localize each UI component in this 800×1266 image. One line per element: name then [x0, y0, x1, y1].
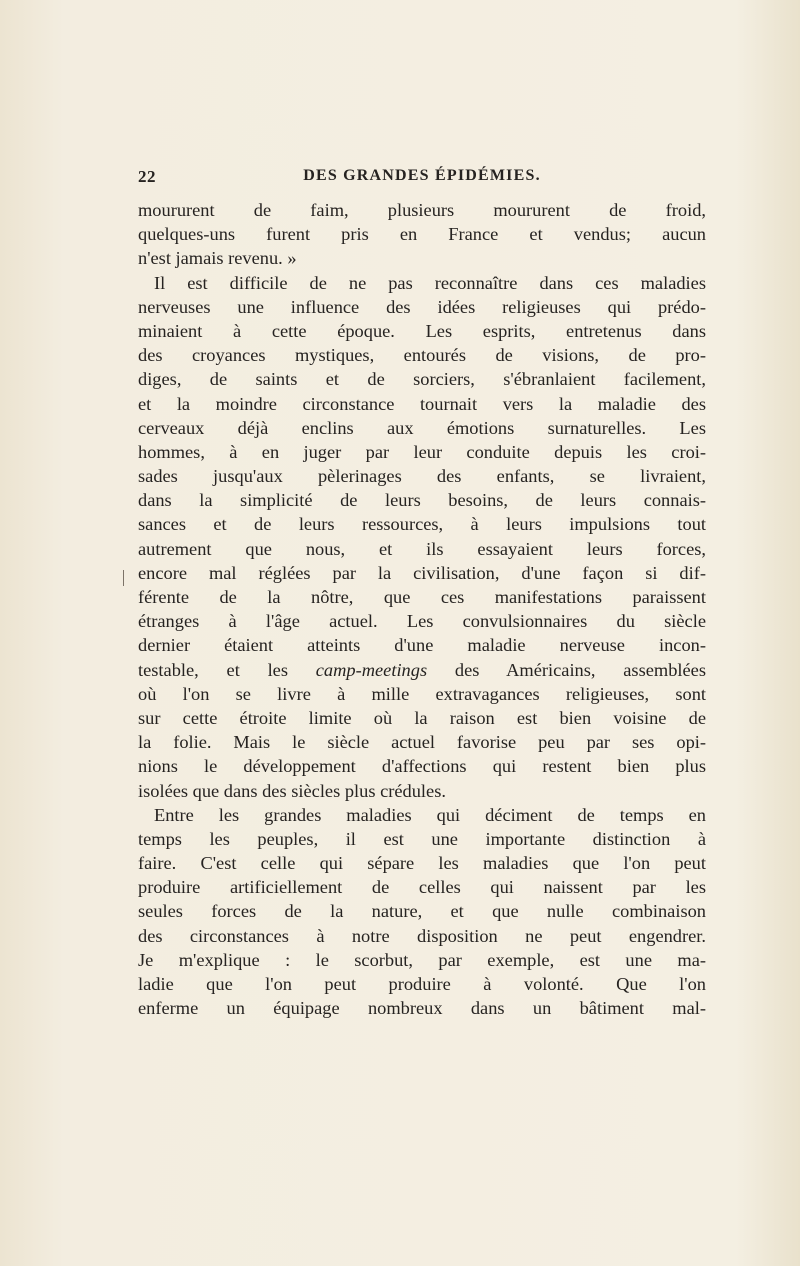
text-line: produire artificiellement de celles qui naissent par les: [138, 877, 706, 898]
page-number: 22: [138, 167, 156, 186]
text-line: dans la simplicité de leurs besoins, de leurs connais-: [138, 490, 706, 511]
text-line: autrement que nous, et ils essayaient leurs forces,: [138, 538, 706, 559]
text-line: moururent de faim, plusieurs moururent de froid,: [138, 200, 706, 220]
text-line: la folie. Mais le siècle actuel favorise peu par ses opi-: [138, 732, 706, 753]
text-line: Je m'explique : le scorbut, par exemple, est une ma-: [138, 949, 706, 970]
text-line: nerveuses une influence des idées religieuses qui prédo-: [138, 296, 706, 317]
text-line: nions le développement d'affections qui restent bien plus: [138, 756, 706, 777]
text-line: hommes, à en juger par leur conduite depuis les croi-: [138, 441, 706, 462]
italic-term: camp-meetings: [315, 659, 428, 680]
text-line: minaient à cette époque. Les esprits, entretenus dans: [138, 320, 706, 341]
text-line: quelques-uns furent pris en France et vendus; aucun: [138, 224, 706, 245]
text-line: où l'on se livre à mille extravagances religieuses, sont: [138, 683, 706, 704]
text-segment: testable, et les: [138, 659, 316, 680]
text-line-with-italic: [138, 658, 706, 682]
text-line: diges, de saints et de sorciers, s'ébranlaient facilement,: [138, 369, 706, 390]
text-line: n'est jamais revenu. »: [138, 248, 297, 269]
text-line: enferme un équipage nombreux dans un bâtiment mal-: [138, 998, 706, 1019]
text-segment: des Américains, assemblées: [427, 659, 706, 680]
text-line: faire. C'est celle qui sépare les maladies que l'on peut: [138, 853, 706, 874]
text-line: isolées que dans des siècles plus crédules.: [138, 780, 446, 801]
text-line: temps les peuples, il est une importante distinction à: [138, 828, 706, 849]
text-line: étranges à l'âge actuel. Les convulsionnaires du siècle: [138, 611, 706, 632]
text-line: encore mal réglées par la civilisation, d'une façon si dif-: [138, 562, 706, 583]
running-title: DES GRANDES ÉPIDÉMIES.: [303, 167, 541, 184]
text-line: des croyances mystiques, entourés de visions, de pro-: [138, 345, 706, 366]
page-header: [138, 167, 706, 191]
text-line: sur cette étroite limite où la raison est bien voisine de: [138, 707, 706, 728]
text-line: et la moindre circonstance tournait vers la maladie des: [138, 393, 706, 414]
text-line: des circonstances à notre disposition ne peut engendrer.: [138, 925, 706, 946]
body-text: [138, 198, 706, 1020]
paragraph-start-line: Entre les grandes maladies qui déciment de temps en: [154, 804, 706, 825]
text-line: seules forces de la nature, et que nulle combinaison: [138, 901, 706, 922]
text-line: sades jusqu'aux pèlerinages des enfants, se livraient,: [138, 466, 706, 487]
text-line: ladie que l'on peut produire à volonté. Que l'on: [138, 974, 706, 994]
margin-pencil-mark: [123, 570, 124, 586]
text-line: férente de la nôtre, que ces manifestations paraissent: [138, 587, 706, 607]
text-line: sances et de leurs ressources, à leurs impulsions tout: [138, 514, 706, 535]
paragraph-start-line: Il est difficile de ne pas reconnaître dans ces maladies: [154, 272, 706, 293]
text-line: dernier étaient atteints d'une maladie nerveuse incon-: [138, 635, 706, 656]
text-line: cerveaux déjà enclins aux émotions surnaturelles. Les: [138, 417, 706, 438]
